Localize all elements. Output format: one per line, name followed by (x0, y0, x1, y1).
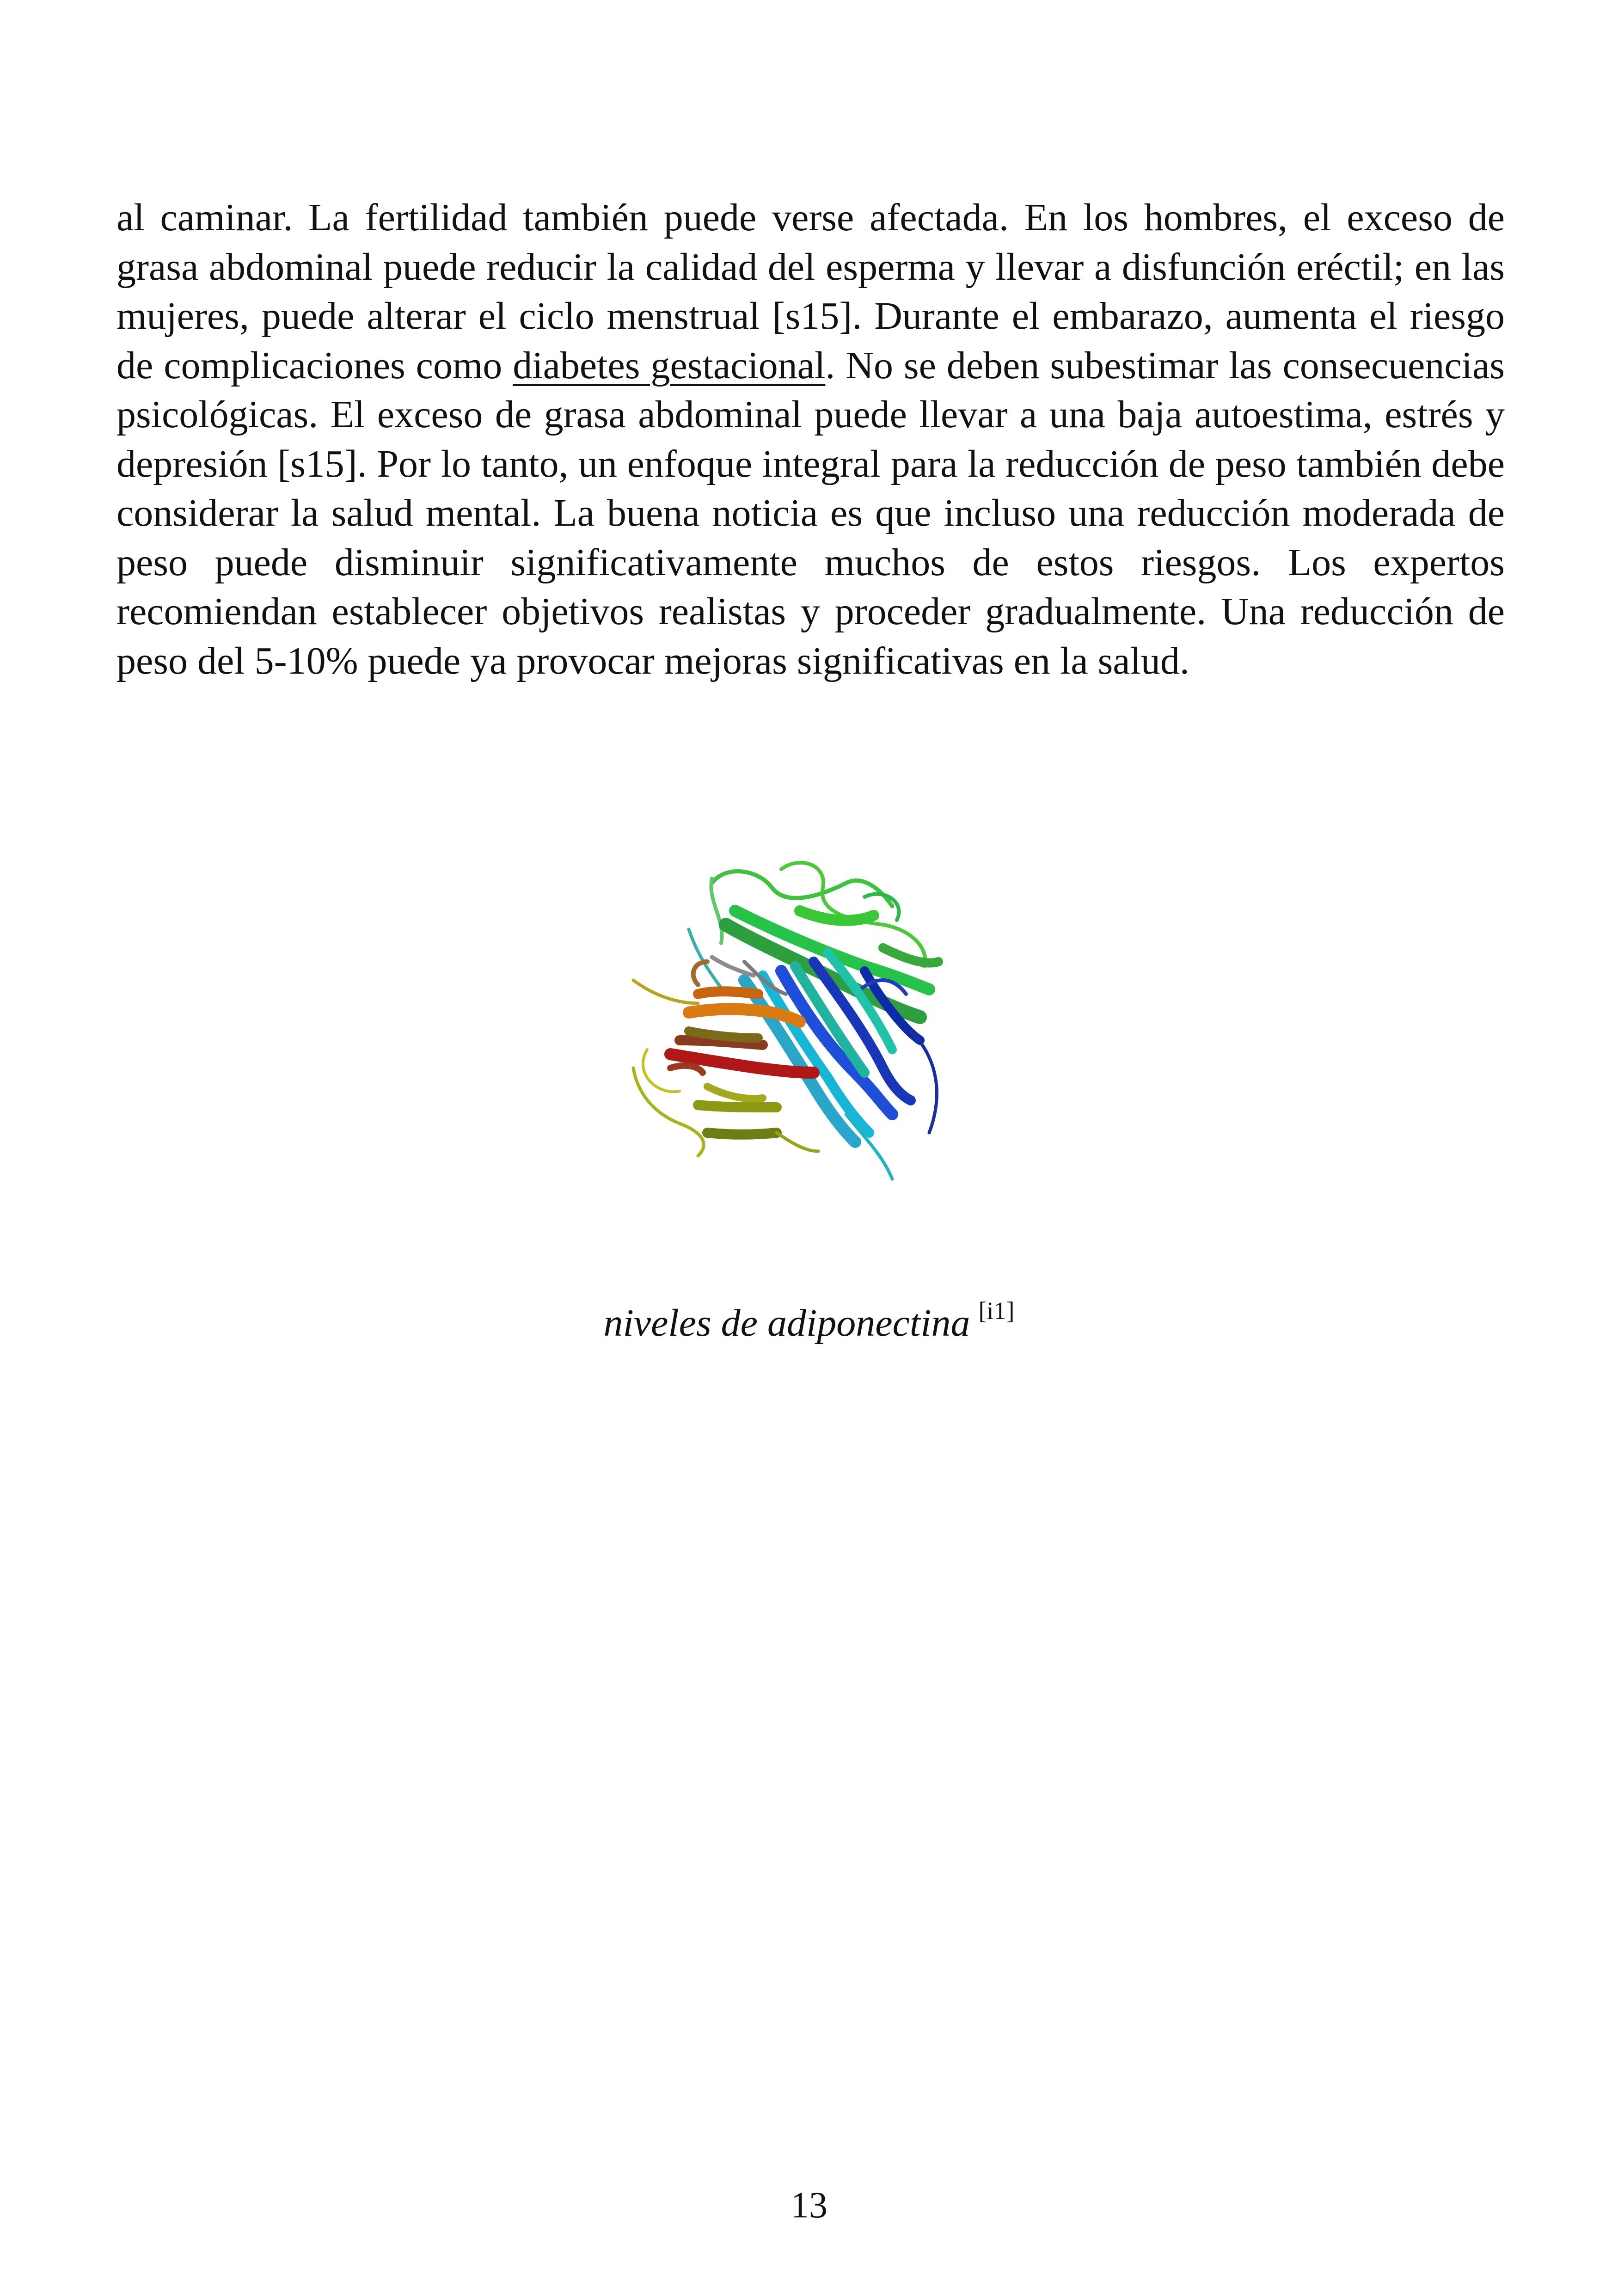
body-text-part-1: al caminar. La fertilidad también puede verse afectada. En los hombres, el exceso de grasa abdominal puede reducir la calidad del esperma y llevar a disfunción eréctil; en las mujeres, puede alterar el ciclo menstrual [s15]. Durante el embarazo, aumenta el riesgo de complicaciones como (116, 196, 1505, 387)
body-text-part-2: . No se deben subestimar las consecuencias psicológicas. El exceso de grasa abdominal puede llevar a una baja autoestima, estrés y depresión [s15]. Por lo tanto, un enfoque integral para la reducción de peso también debe considerar la salud mental. La buena noticia es que incluso una reducción moderada de peso puede disminuir significativamente muchos de estos riesgos. Los expertos recomiendan establecer objetivos realistas y proceder gradualmente. Una reducción de peso del 5-10% puede ya provocar mejoras significativas en la salud. (116, 344, 1505, 682)
body-paragraph (116, 193, 1505, 686)
figure-caption (0, 1288, 1618, 1346)
figure-caption-text: niveles de adiponectina (603, 1301, 970, 1344)
page-number: 13 (791, 2185, 827, 2226)
protein-structure-image (606, 855, 985, 1207)
figure-reference[interactable]: [i1] (978, 1297, 1015, 1325)
diabetes-gestacional-link[interactable]: diabetes gestacional (513, 344, 826, 387)
